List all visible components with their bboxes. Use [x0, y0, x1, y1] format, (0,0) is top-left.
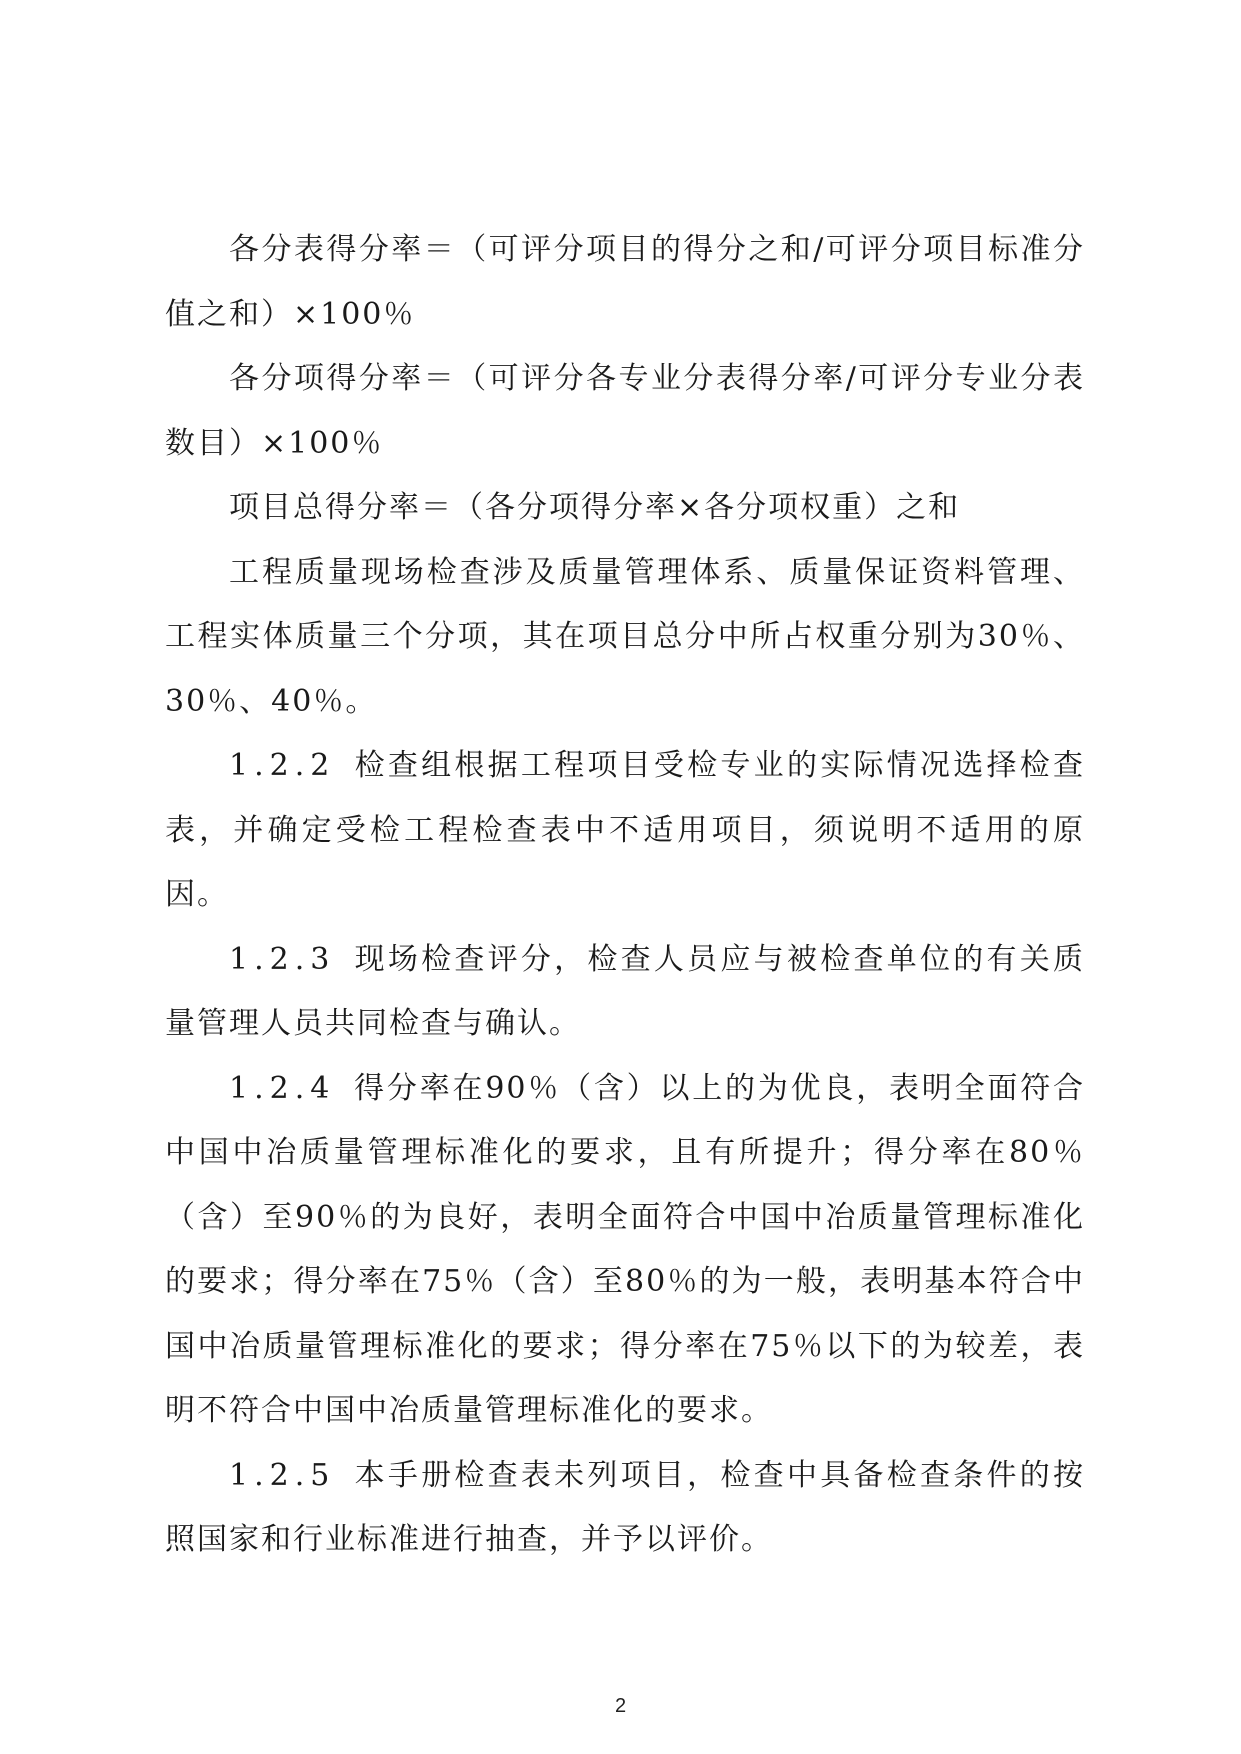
- paragraph-total-score-rate: [165, 476, 1085, 541]
- paragraph-1-2-2: [165, 734, 1085, 928]
- clause-number: 1.2.2: [229, 748, 336, 783]
- paragraph-text: 各分项得分率＝（可评分各专业分表得分率/可评分专业分表数目）×100％: [165, 361, 1085, 461]
- paragraph-text: 本手册检查表未列项目，检查中具备检查条件的按照国家和行业标准进行抽查，并予以评价。: [165, 1457, 1085, 1557]
- paragraph-text: 项目总得分率＝（各分项得分率×各分项权重）之和: [229, 490, 961, 525]
- paragraph-text: 检查组根据工程项目受检专业的实际情况选择检查表，并确定受检工程检查表中不适用项目，须说明不适用的原因。: [165, 748, 1085, 912]
- paragraph-text: 得分率在90％（含）以上的为优良，表明全面符合中国中冶质量管理标准化的要求，且有所提升；得分率在80％（含）至90％的为良好，表明全面符合中国中冶质量管理标准化的要求；得分率在75％（含）至80％的为一般，表明基本符合中国中冶质量管理标准化的要求；得分率在75％以下的为较差，表明不符合中国中冶质量管理标准化的要求。: [165, 1070, 1085, 1428]
- document-body: [165, 218, 1085, 1573]
- clause-number: 1.2.3: [229, 941, 336, 977]
- clause-number: 1.2.5: [229, 1457, 336, 1493]
- paragraph-score-rate-sub-item: [165, 347, 1085, 476]
- paragraph-text: 工程质量现场检查涉及质量管理体系、质量保证资料管理、工程实体质量三个分项，其在项目总分中所占权重分别为30％、30％、40％。: [165, 554, 1085, 719]
- paragraph-text: 现场检查评分，检查人员应与被检查单位的有关质量管理人员共同检查与确认。: [165, 941, 1085, 1041]
- clause-number: 1.2.4: [229, 1070, 336, 1106]
- paragraph-1-2-4: [165, 1057, 1085, 1444]
- paragraph-weights: [165, 541, 1085, 735]
- paragraph-text: 各分表得分率＝（可评分项目的得分之和/可评分项目标准分值之和）×100％: [165, 232, 1085, 332]
- paragraph-1-2-5: [165, 1444, 1085, 1573]
- page-number: 2: [614, 1695, 627, 1717]
- paragraph-1-2-3: [165, 928, 1085, 1057]
- paragraph-score-rate-sub-table: [165, 218, 1085, 347]
